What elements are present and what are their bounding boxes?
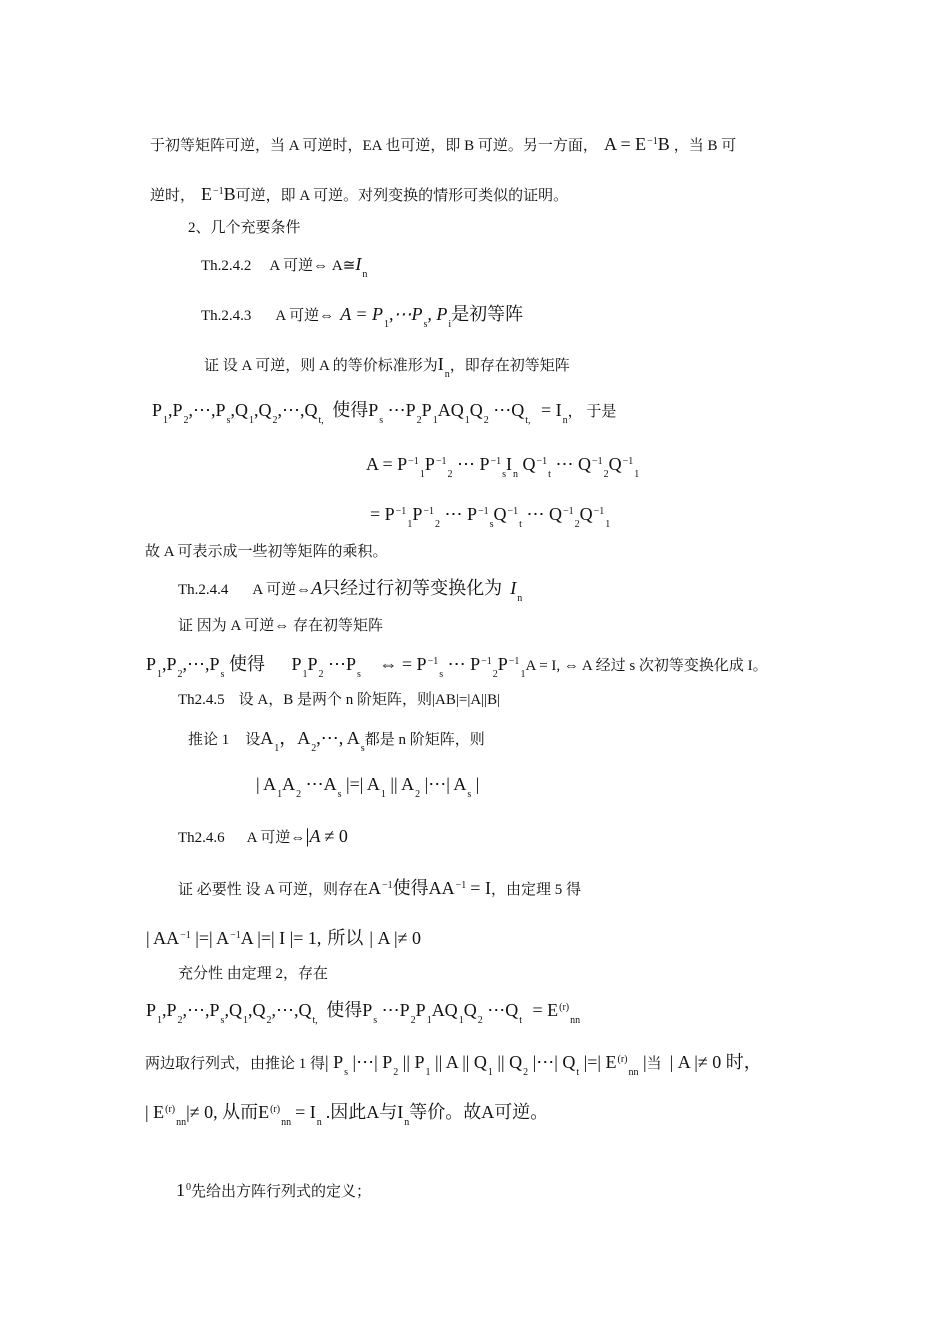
theorem-2-4-3: Th.2.4.3 A 可逆⇔ $A = P_1,\cdots P_s$, $P_i$是初等阵	[201, 304, 524, 330]
corollary-1: 推论 1 设$A_1$，$A_2,\cdots$, $A_s$都是 n 阶矩阵，则	[188, 728, 485, 754]
determinant-line: | $AA^{-1}$ |=| $A^{-1}A$ |=| I |= 1, 所以 | A |≠ 0	[146, 928, 421, 948]
equation-a-product-1: $A = P^{-1}_1P^{-1}_2$ ⋯ $P^{-1}_sI_n$ $Q^{-1}_t$ ⋯ $Q^{-1}_2Q^{-1}_1$	[366, 454, 640, 480]
final-conclusion: | $E^{(r)}_{nn}|\ne 0$, 从而$E^{(r)}_{nn}= I_n$.因此A与$I_n$等价。故A可逆。	[145, 1102, 549, 1128]
theorem-2-4-6: Th2.4.6 A 可逆⇔|A ≠ 0	[178, 825, 348, 847]
proof-1: 证 设 A 可逆，则 A 的等价标准形为$I_n$，即存在初等矩阵	[204, 354, 570, 380]
theorem-2-4-5: Th2.4.5 设 A，B 是两个 n 阶矩阵，则|AB|=|A||B|	[178, 692, 501, 708]
proof-3: 证 必要性 设 A 可逆，则存在$A^{-1}$使得$AA^{-1} = I$，由定理 5 得	[178, 878, 581, 898]
both-sides-determinant: 两边取行列式，由推论 1 得| $P_s$ |⋯| $P_2$ || $P_1$ || A || $Q_1$ || $Q_2$ |⋯| $Q_t$ |=| $E^{(r)}_{nn}$ |当 | A |≠ 0 时，	[145, 1052, 762, 1078]
text-line-2: 逆时， $E^{-1}B$可逆，即 A 可逆。对列变换的情形可类似的证明。	[150, 184, 569, 204]
sufficiency-line: 充分性 由定理 2，存在	[178, 966, 329, 982]
item-1-definition: $1^0$先给出方阵行列式的定义；	[176, 1180, 372, 1200]
proof-2: 证 因为 A 可逆⇔ 存在初等矩阵	[178, 618, 384, 634]
equation-a-product-2: = $P^{-1}_1P^{-1}_2$ ⋯ $P^{-1}_sQ^{-1}_t$ ⋯ $Q^{-1}_2Q^{-1}_1$	[370, 504, 611, 530]
elementary-matrices-row-3: $P_1,P_2,\cdots,P_s,Q_1,Q_2,\cdots,Q_{t,}$ 使得$P_s$ $\cdots P_2P_1AQ_1Q_2$ $\cdots Q_t = E^{(r)}_{nn}$	[146, 1000, 581, 1026]
text-line-1: 于初等矩阵可逆，当 A 可逆时，EA 也可逆，即 B 可逆。另一方面， $A = E^{-1}B$ ，当 B 可	[150, 134, 737, 154]
elementary-matrices-row-2: $P_1,P_2,\cdots,P_s$ 使得 $P_1P_2$ $\cdots P_s$ ⇔ = $P^{-1}_s$ ⋯ $P^{-1}_2P^{-1}_1A = I$, ⇔ A 经过 s 次初等变换化成 I。	[146, 654, 768, 680]
determinant-product: | $A_1A_2$ $\cdots A_s$ |=| $A_1$ || $A_2$ |⋯| $A_s$ |	[256, 774, 480, 800]
theorem-2-4-4: Th.2.4.4 A 可逆⇔A只经过行初等变换化为 $I_n$	[178, 578, 523, 604]
elementary-matrices-row-1: $P_1,P_2,\cdots,P_s,Q_1,Q_2,\cdots,Q_{t,}$ 使得$P_s$ $\cdots P_2P_1AQ_1Q_2$ $\cdots Q_{t,} = I_n$， 于是	[152, 400, 617, 426]
section-heading: 2、几个充要条件	[188, 220, 301, 236]
theorem-2-4-2: Th.2.4.2 A 可逆⇔ $A≅I_n$	[201, 254, 368, 280]
conclusion-line: 故 A 可表示成一些初等矩阵的乘积。	[145, 544, 388, 560]
